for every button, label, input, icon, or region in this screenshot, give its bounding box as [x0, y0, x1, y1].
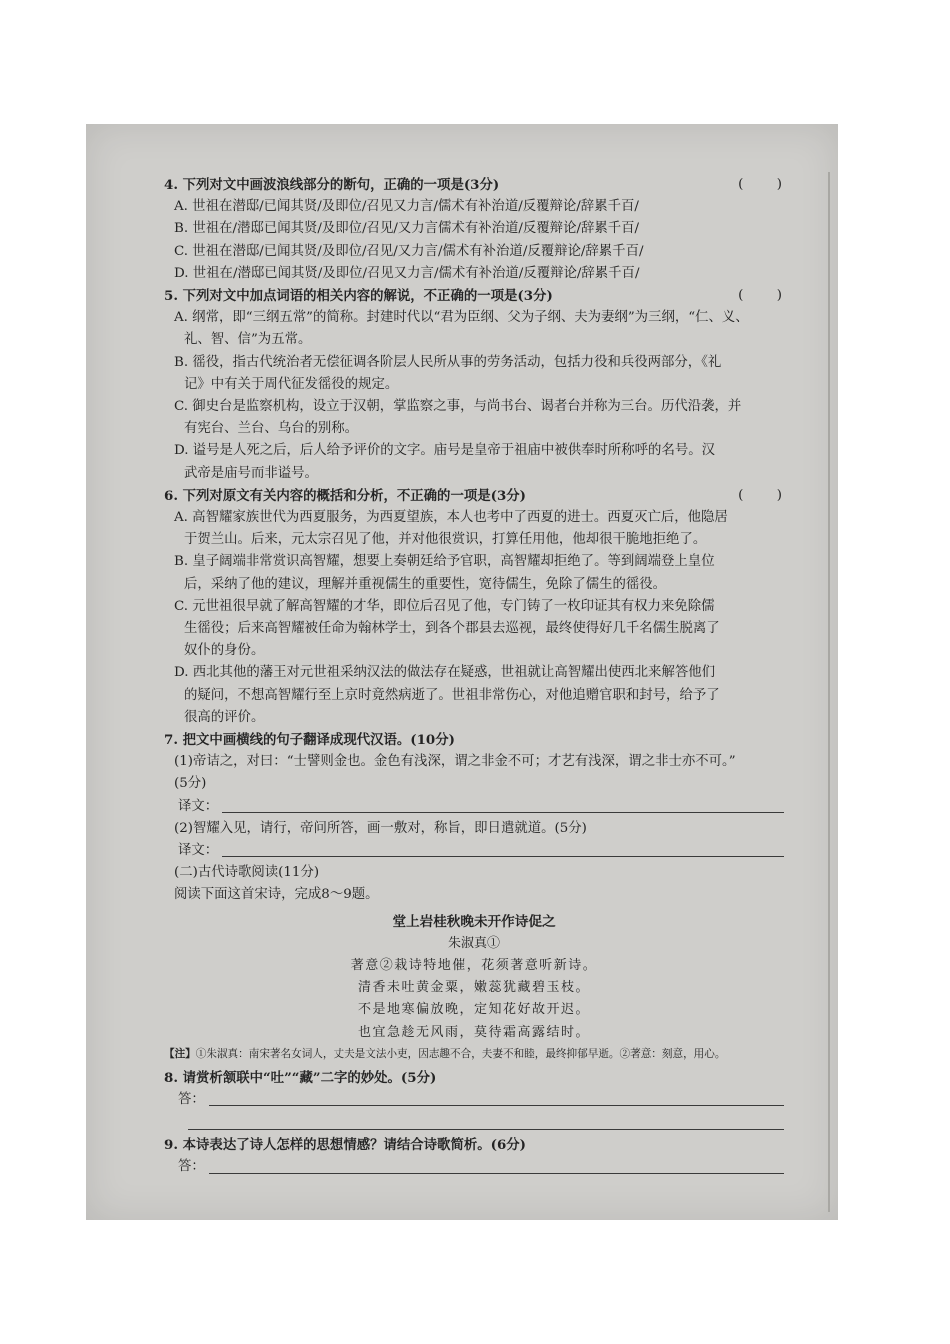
answer-line[interactable] — [209, 1173, 784, 1174]
poem-author: 朱淑真① — [447, 935, 500, 951]
section-2-intro: 阅读下面这首宋诗，完成8～9题。 — [174, 887, 379, 903]
answer-paren-4[interactable]: ( ) — [738, 177, 792, 192]
q6-option-c — [164, 596, 784, 663]
question-5-text: 5. 下列对文中加点词语的相关内容的解说，不正确的一项是(3分) — [164, 288, 553, 305]
q6-option-b — [164, 551, 784, 595]
note-tag: 【注】 — [164, 1047, 196, 1060]
q4-option-c: C. 世祖在潜邸/已闻其贤/及即位/召见/又力言/儒术有补治道/反覆辩论/辞累千百/ — [174, 243, 644, 259]
question-6-text: 6. 下列对原文有关内容的概括和分析，不正确的一项是(3分) — [164, 487, 527, 504]
q7-sentence-2: (2)智耀入见，请行，帝问所答，画一敷对，称旨，即日遣就道。(5分) — [174, 820, 587, 836]
answer-paren-5[interactable]: ( ) — [738, 288, 792, 304]
answer-label: 答： — [178, 1159, 205, 1175]
q6-option-d — [164, 662, 784, 729]
poem-line-1: 著意②栽诗特地催，花须著意听新诗。 — [350, 958, 598, 974]
q9-answer[interactable] — [164, 1156, 784, 1178]
q5-option-c-line2: 有宪台、兰台、乌台的别称。 — [184, 421, 359, 437]
q5-option-a-line1: A. 纲常，即“三纲五常”的简称。封建时代以“君为臣纲、父为子纲、夫为妻纲”为三纲，“仁、义、 — [174, 310, 749, 326]
q5-option-d — [164, 440, 784, 484]
q5-option-a — [164, 307, 784, 351]
q6-option-c-line3: 奴仆的身份。 — [184, 643, 265, 659]
question-5-stem — [164, 285, 792, 307]
answer-line[interactable] — [209, 1105, 784, 1106]
poem-title: 堂上岩桂秋晚未开作诗促之 — [392, 913, 556, 930]
q5-option-b-line1: B. 徭役，指古代统治者无偿征调各阶层人民所从事的劳务活动，包括力役和兵役两部分，《礼 — [174, 354, 722, 370]
translation-label: 译文： — [178, 843, 219, 859]
question-7-stem: 7. 把文中画横线的句子翻译成现代汉语。(10分) — [164, 732, 455, 749]
poem-note — [164, 1046, 784, 1063]
question-4-text: 4. 下列对文中画波浪线部分的断句，正确的一项是(3分) — [164, 177, 500, 193]
q5-option-b — [164, 352, 784, 396]
question-8-stem: 8. 请赏析颔联中“吐”“藏”二字的妙处。(5分) — [164, 1069, 437, 1086]
note-text: ①朱淑真：南宋著名女词人，丈夫是文法小吏，因志趣不合，夫妻不和睦，最终抑郁早逝。②著意：刻意，用心。 — [195, 1047, 726, 1060]
q4-option-a: A. 世祖在潜邸/已闻其贤/及即位/召见又力言/儒术有补治道/反覆辩论/辞累千百/ — [174, 199, 639, 215]
q6-option-a — [164, 507, 784, 551]
question-4-stem — [164, 174, 792, 196]
question-9-stem: 9. 本诗表达了诗人怎样的思想情感？请结合诗歌简析。(6分) — [164, 1137, 527, 1154]
q5-option-c — [164, 396, 784, 440]
answer-line-extra[interactable] — [188, 1111, 784, 1130]
q7-sentence-1: (1)帝诘之，对曰：“士譬则金也。金色有浅深，谓之非金不可；才艺有浅深，谓之非士亦不可。” — [174, 754, 736, 770]
q8-answer[interactable] — [164, 1089, 784, 1111]
q6-option-d-line3: 很高的评价。 — [184, 709, 265, 725]
answer-label: 答： — [178, 1092, 205, 1108]
answer-paren-6[interactable]: ( ) — [738, 487, 792, 503]
exam-sheet — [86, 124, 838, 1220]
q6-option-a-line1: A. 高智耀家族世代为西夏服务，为西夏望族，本人也考中了西夏的进士。西夏灭亡后，他隐居 — [174, 510, 728, 526]
q6-option-b-line1: B. 皇子阔端非常赏识高智耀，想要上奏朝廷给予官职，高智耀却拒绝了。等到阔端登上皇位 — [174, 554, 715, 570]
poem-line-3: 不是地寒偏放晚，定知花好故开迟。 — [357, 1002, 590, 1018]
q6-option-d-line2: 的疑问，不想高智耀行至上京时竟然病逝了。世祖非常伤心，对他追赠官职和封号，给予了 — [184, 687, 720, 703]
q6-option-c-line2: 生徭役；后来高智耀被任命为翰林学士，到各个郡县去巡视，最终使得好几千名儒生脱离了 — [184, 621, 720, 637]
q7-sentence-1-score: (5分) — [174, 776, 207, 792]
poem-line-4: 也宜急趁无风雨，莫待霜高露结时。 — [357, 1024, 590, 1040]
q6-option-d-line1: D. 西北其他的藩王对元世祖采纳汉法的做法存在疑惑，世祖就让高智耀出使西北来解答他们 — [174, 665, 716, 681]
section-2-heading: (二)古代诗歌阅读(11分) — [174, 865, 320, 881]
answer-line[interactable] — [222, 856, 784, 857]
q4-option-d: D. 世祖在/潜邸已闻其贤/及即位/召见又力言/儒术有补治道/反覆辩论/辞累千百/ — [174, 265, 640, 281]
q6-option-c-line1: C. 元世祖很早就了解高智耀的才华，即位后召见了他，专门铸了一枚印证其有权力来免除儒 — [174, 598, 715, 614]
q5-option-d-line1: D. 谥号是人死之后，后人给予评价的文字。庙号是皇帝于祖庙中被供奉时所称呼的名号。汉 — [174, 443, 716, 459]
exam-content — [164, 174, 792, 1179]
question-6-stem — [164, 485, 792, 507]
q6-option-b-line2: 后，采纳了他的建议，理解并重视儒生的重要性，宽待儒生，免除了儒生的徭役。 — [184, 576, 667, 592]
q5-option-a-line2: 礼、智、信”为五常。 — [184, 332, 312, 348]
poem-line-2: 清香未吐黄金粟，嫩蕊犹藏碧玉枝。 — [357, 980, 590, 996]
q4-option-b: B. 世祖在/潜邸已闻其贤/及即位/召见/又力言儒术有补治道/反覆辩论/辞累千百/ — [174, 221, 640, 237]
q5-option-c-line1: C. 御史台是监察机构，设立于汉朝，掌监察之事，与尚书台、谒者台并称为三台。历代沿袭，并 — [174, 399, 742, 415]
q6-option-a-line2: 于贺兰山。后来，元太宗召见了他，并对他很赏识，打算任用他，他却很干脆地拒绝了。 — [184, 532, 707, 548]
translation-label: 译文： — [178, 798, 219, 814]
q5-option-d-line2: 武帝是庙号而非谥号。 — [184, 465, 318, 481]
answer-line[interactable] — [222, 812, 784, 813]
q7-translation-2[interactable] — [164, 840, 784, 862]
q7-translation-1[interactable] — [164, 796, 784, 818]
q5-option-b-line2: 记》中有关于周代征发徭役的规定。 — [184, 376, 399, 392]
